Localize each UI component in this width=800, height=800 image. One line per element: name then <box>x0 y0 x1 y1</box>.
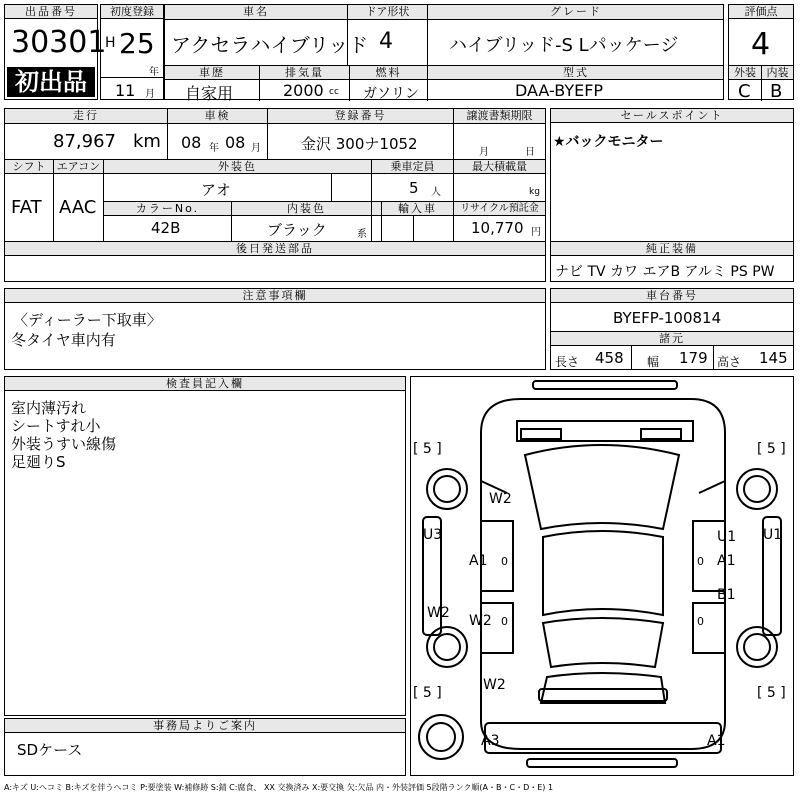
registration-label: 登録番号 <box>334 109 387 122</box>
right-front-mark: A1 <box>717 553 736 569</box>
header-main-box <box>164 4 724 103</box>
displacement-unit: cc <box>329 87 339 97</box>
month: 11 <box>115 81 136 100</box>
right-front-upper-mark: U1 <box>717 529 737 545</box>
capacity-label: 乗車定員 <box>390 160 435 173</box>
score-label: 評価点 <box>729 5 793 19</box>
inspection-label: 車検 <box>204 109 231 122</box>
tire-fr-mark: [ 5 ] <box>757 441 786 457</box>
equipment-label: 純正装備 <box>551 242 793 256</box>
inspection-month-unit: 月 <box>251 143 261 154</box>
left-quarter-mark: W2 <box>469 613 492 629</box>
zero-mark-2: 0 <box>501 615 508 628</box>
office-box <box>4 718 406 776</box>
first-reg-label: 初度登録 <box>101 5 163 19</box>
recycle-label: リサイクル預託金 <box>460 203 539 214</box>
era: H <box>105 35 116 51</box>
month-unit: 月 <box>145 89 155 100</box>
displacement-value: 2000 <box>283 81 324 100</box>
tire-fl-mark: [ 5 ] <box>413 441 442 457</box>
left-rocker-mark: W2 <box>483 677 506 693</box>
inspector-line-1: 室内薄汚れ <box>11 399 87 417</box>
transfer-month-unit: 月 <box>479 147 489 158</box>
car-diagram <box>410 376 794 776</box>
equipment-text: ナビ TV カワ エアB アルミ PS PW <box>555 264 775 280</box>
rear-left-mark: A3 <box>481 733 500 749</box>
mileage-unit: km <box>133 131 161 152</box>
shift-label: シフト <box>12 160 46 173</box>
office-text: SDケース <box>17 741 83 759</box>
notes-line2: 冬タイヤ車内有 <box>11 331 116 349</box>
sales-points-box <box>550 108 794 282</box>
sales-points-label: セールスポイント <box>551 109 793 123</box>
mileage-label: 走行 <box>73 109 99 122</box>
history-label: 車歴 <box>199 66 225 79</box>
inspection-year-unit: 年 <box>209 143 219 154</box>
model-value: DAA-BYEFP <box>515 81 604 100</box>
color-no-label: カラーNo. <box>135 202 200 215</box>
notes-line1: 〈ディーラー下取車〉 <box>13 311 162 329</box>
int-color-label: 内装色 <box>287 202 326 215</box>
inspector-line-4: 足廻りS <box>11 453 66 471</box>
int-color-value: ブラック <box>267 221 327 239</box>
mileage-value: 87,967 <box>53 131 116 152</box>
fuel-value: ガソリン <box>363 86 419 102</box>
height-value: 145 <box>759 349 788 367</box>
right-rear-mark: B1 <box>717 587 736 603</box>
displacement-label: 排気量 <box>285 66 324 79</box>
max-load-label: 最大積載量 <box>472 160 527 173</box>
ext-color-label: 外装色 <box>218 160 257 173</box>
color-no-value: 42B <box>151 219 181 237</box>
chassis-label: 車台番号 <box>551 289 793 303</box>
inspector-label: 検査員記入欄 <box>5 377 405 391</box>
car-outline <box>411 377 793 775</box>
history-value: 自家用 <box>185 84 234 103</box>
length-value: 458 <box>595 349 624 367</box>
hood-mark: W2 <box>489 491 512 507</box>
recycle-value: 10,770 <box>471 219 524 237</box>
inspector-line-2: シートすれ小 <box>11 417 101 435</box>
ac-value: AAC <box>59 197 97 218</box>
car-name-label: 車名 <box>243 5 269 18</box>
left-front-mark: A1 <box>469 553 488 569</box>
right-panel-mark: U1 <box>763 527 783 543</box>
left-rear-door-mark: W2 <box>427 605 450 621</box>
registration-value: 金沢 300ナ1052 <box>301 135 418 153</box>
door-label: ドア形状 <box>365 5 410 18</box>
height-label: 高さ <box>717 355 742 369</box>
lot-number: 30301 <box>11 25 107 60</box>
score-value: 4 <box>751 27 771 62</box>
rear-right-mark: A1 <box>707 733 726 749</box>
score-box <box>728 4 794 100</box>
year: 25 <box>119 27 155 60</box>
specs-label: 諸元 <box>551 332 793 346</box>
tire-rr-mark: [ 5 ] <box>757 685 786 701</box>
later-parts-label: 後日発送部品 <box>236 242 314 255</box>
int-color-suffix: 系 <box>357 229 367 240</box>
door-value: 4 <box>379 29 393 54</box>
inspection-year: 08 <box>181 133 202 152</box>
capacity-unit: 人 <box>431 187 441 198</box>
interior-grade: B <box>770 81 783 102</box>
model-label: 型式 <box>563 66 589 79</box>
length-label: 長さ <box>555 355 580 369</box>
zero-mark-4: 0 <box>697 615 704 628</box>
interior-label: 内装 <box>762 66 793 79</box>
fuel-label: 燃料 <box>375 66 402 79</box>
import-label: 輸入車 <box>398 202 437 215</box>
width-value: 179 <box>679 349 708 367</box>
vehicle-info-box <box>4 108 546 282</box>
car-name: アクセラハイブリッド <box>171 33 369 57</box>
exterior-grade: C <box>738 81 751 102</box>
ext-color-value: アオ <box>201 181 231 199</box>
first-registration-box <box>100 4 164 100</box>
notes-box <box>4 288 546 370</box>
grade-label: グレード <box>550 5 602 18</box>
office-label: 事務局よりご案内 <box>5 719 405 733</box>
chassis-box <box>550 288 794 370</box>
left-panel-mark: U3 <box>423 527 443 543</box>
inspection-month: 08 <box>225 133 246 152</box>
ac-label: エアコン <box>56 160 101 173</box>
legend-text: A:キズ U:ヘコミ B:キズを伴うヘコミ P:要塗装 W:補修跡 S:錆 C:腐食、 XX 交換済み X:要交換 欠:欠品 内・外装評価 5段階ランク順(A・B・C・D・E) 1 <box>4 783 554 792</box>
first-listing-badge: 初出品 <box>7 67 95 97</box>
lot-label: 出品番号 <box>5 5 97 19</box>
sales-points-text: ★バックモニター <box>553 134 664 150</box>
notes-label: 注意事項欄 <box>5 289 545 303</box>
transfer-day-unit: 日 <box>525 147 535 158</box>
inspector-box <box>4 376 406 716</box>
tire-rl-mark: [ 5 ] <box>413 685 442 701</box>
lot-box <box>4 4 107 100</box>
zero-mark-3: 0 <box>697 555 704 568</box>
chassis-value: BYEFP-100814 <box>613 309 722 327</box>
shift-value: FAT <box>11 197 42 218</box>
grade-value: ハイブリッド-S Lパッケージ <box>449 35 679 56</box>
inspector-line-3: 外装うすい線傷 <box>11 435 117 453</box>
transfer-label: 譲渡書類期限 <box>466 109 533 122</box>
year-unit: 年 <box>149 67 159 78</box>
recycle-unit: 円 <box>531 227 541 238</box>
capacity-value: 5 <box>409 179 419 197</box>
max-load-unit: kg <box>529 187 540 197</box>
zero-mark-1: 0 <box>501 555 508 568</box>
exterior-label: 外装 <box>729 66 761 79</box>
width-label: 幅 <box>647 355 660 369</box>
